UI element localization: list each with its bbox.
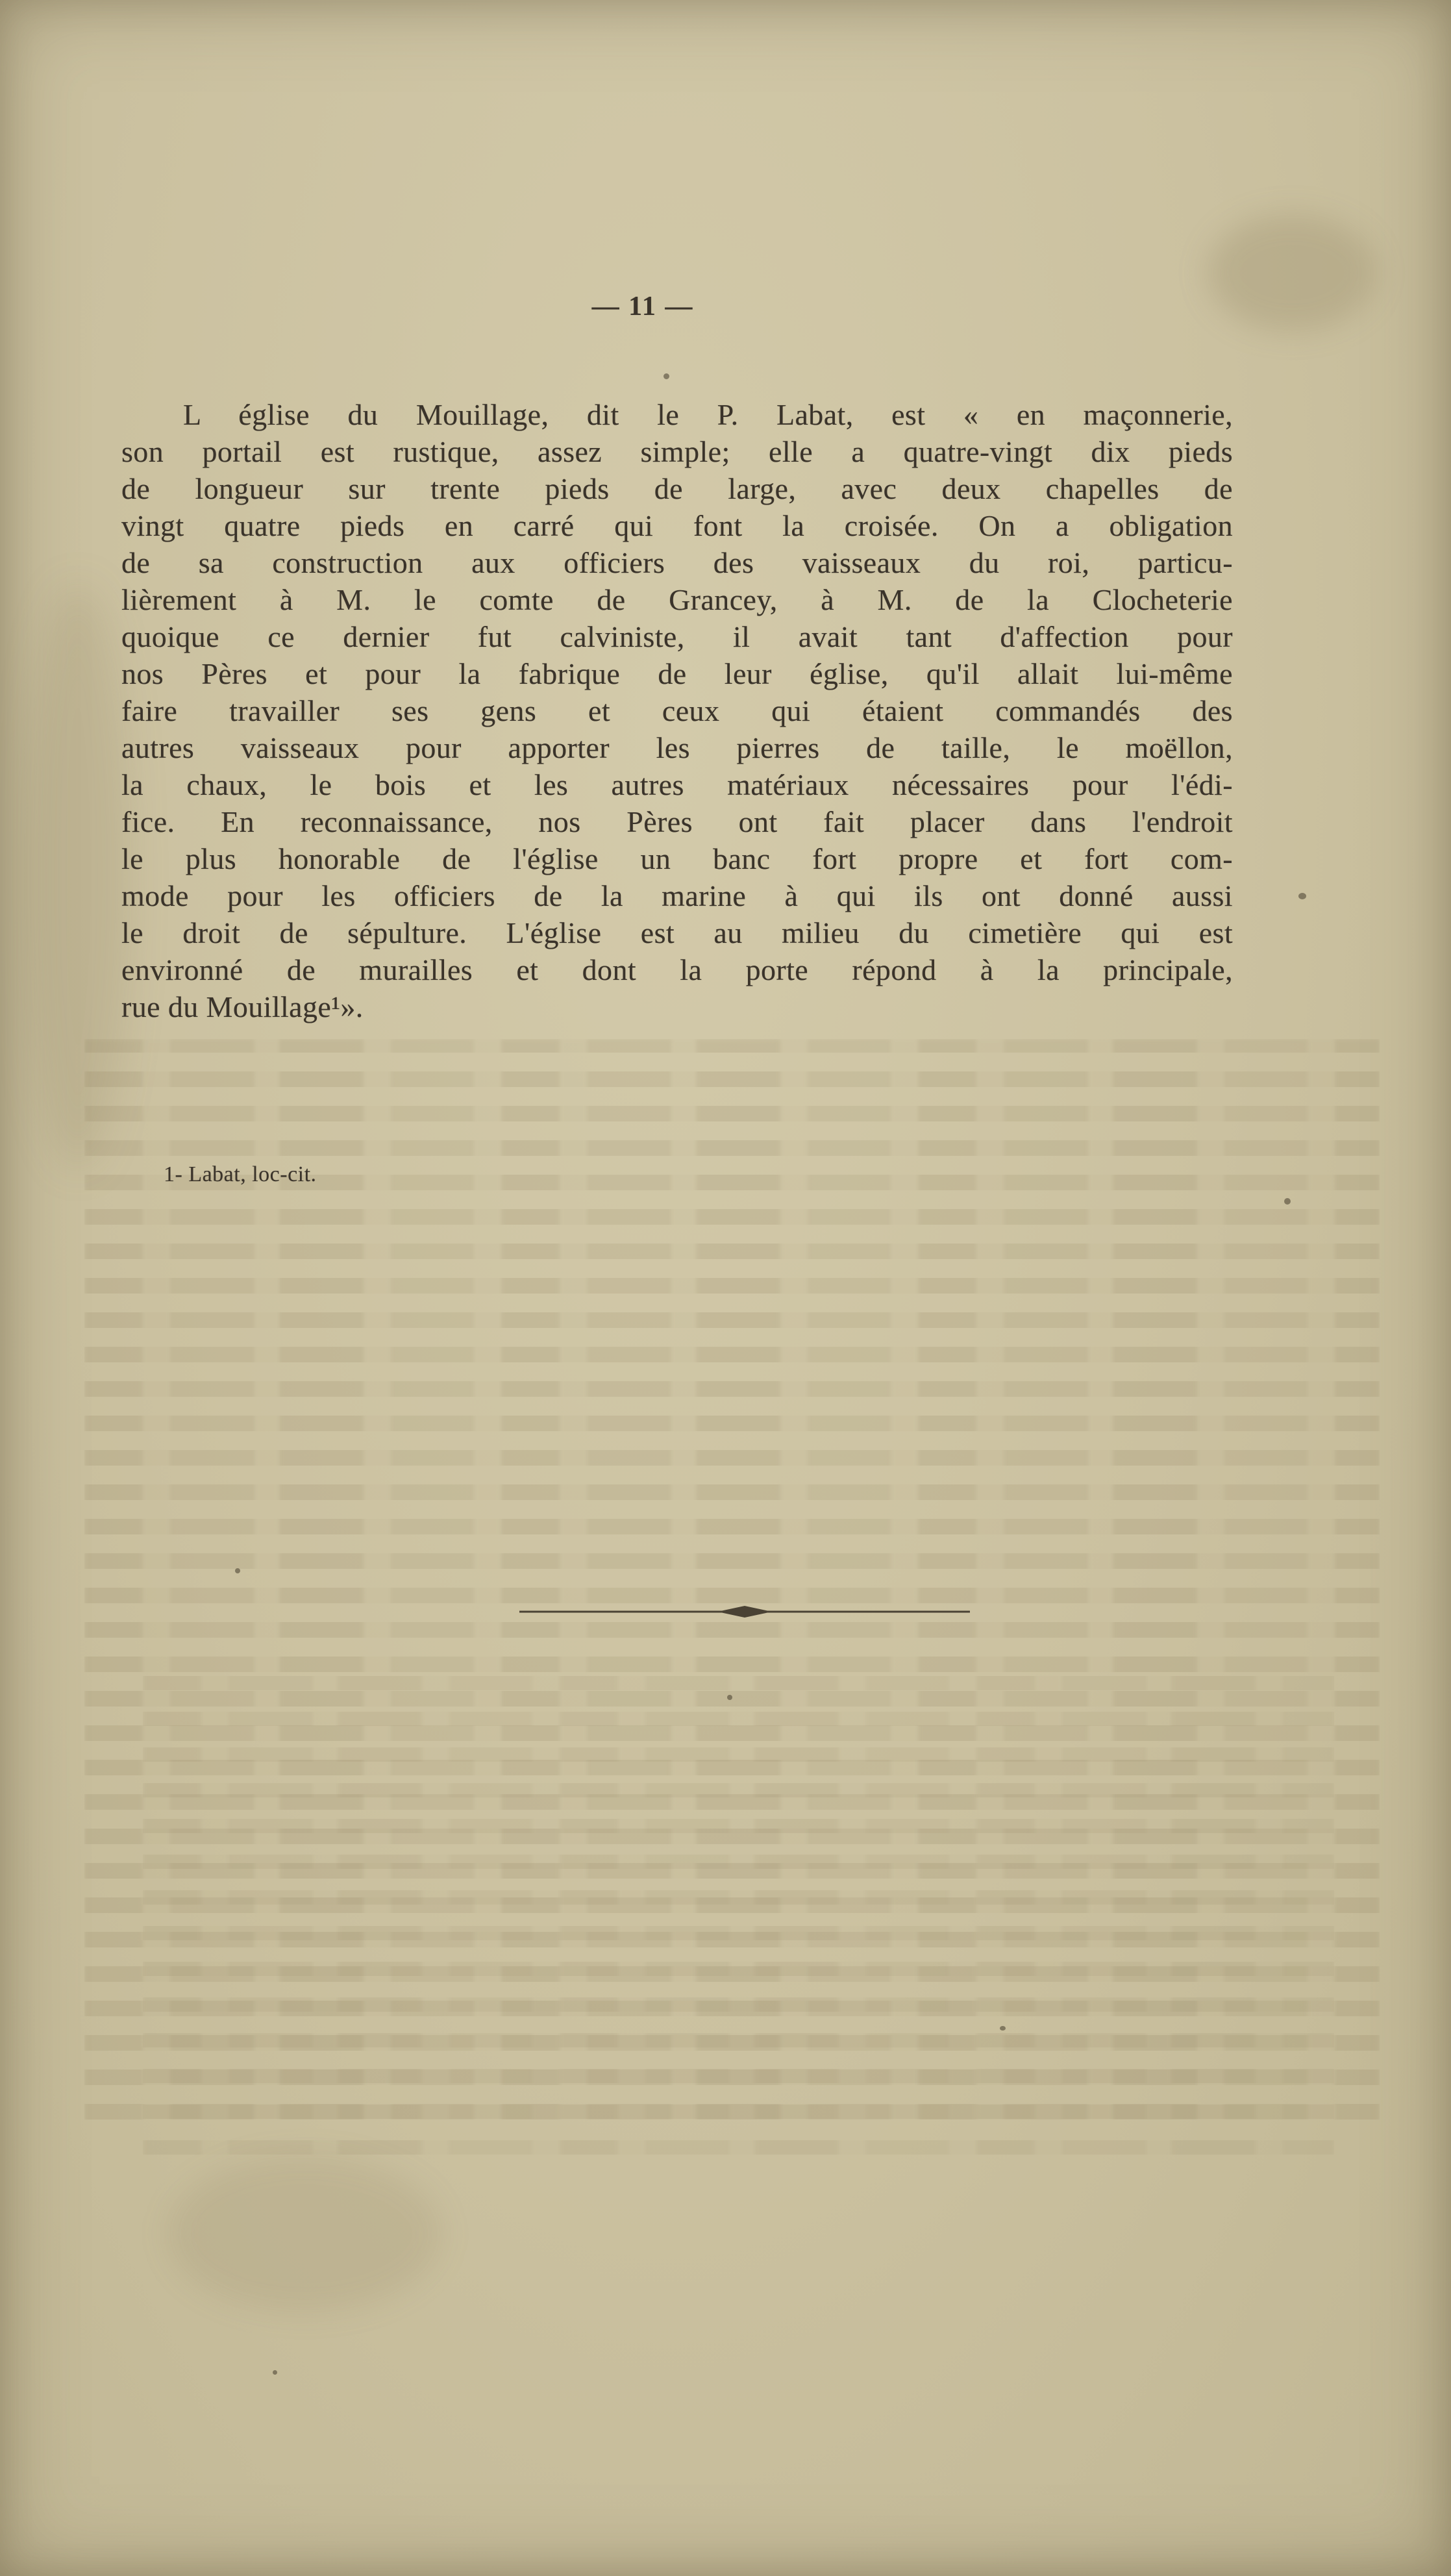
body-paragraph — [121, 396, 1233, 1025]
ink-speck — [663, 373, 669, 379]
page-number: — 11 — — [591, 292, 694, 321]
ink-speck — [1284, 1198, 1291, 1205]
paragraph-line: L église du Mouillage, dit le P. Labat, est « en maçonnerie, — [183, 398, 1233, 431]
ink-speck — [235, 1568, 240, 1573]
ink-speck — [1298, 893, 1306, 899]
paragraph-line: vingt quatre pieds en carré qui font la croisée. On a obligation — [121, 509, 1233, 542]
paragraph-line: autres vaisseaux pour apporter les pierres de taille, le moëllon, — [121, 731, 1233, 764]
ink-speck — [1000, 2026, 1006, 2031]
paragraph-line: quoique ce dernier fut calviniste, il avait tant d'affection pour — [121, 620, 1233, 653]
ink-speck — [727, 1695, 732, 1700]
section-divider-ornament — [519, 1603, 970, 1621]
paragraph-line: son portail est rustique, assez simple; elle a quatre-vingt dix pieds — [121, 435, 1233, 468]
paragraph-line: le droit de sépulture. L'église est au milieu du cimetière qui est — [121, 916, 1233, 949]
paragraph-line: de longueur sur trente pieds de large, avec deux chapelles de — [121, 472, 1233, 505]
bleed-through-texture-lower — [143, 1662, 1334, 2169]
paper-edge-shadow — [26, 584, 130, 1169]
paragraph-line: rue du Mouillage¹». — [121, 990, 364, 1023]
footnote: 1- Labat, loc-cit. — [164, 1162, 317, 1186]
diamond-rule-icon — [519, 1603, 970, 1621]
paper-stain — [1208, 214, 1376, 331]
paragraph-line: de sa construction aux officiers des vaisseaux du roi, particu- — [121, 546, 1233, 579]
paper-stain — [169, 2156, 441, 2312]
paragraph-line: faire travailler ses gens et ceux qui étaient commandés des — [121, 694, 1233, 727]
bleed-through-texture — [84, 1039, 1380, 2130]
paragraph-line: fice. En reconnaissance, nos Pères ont fait placer dans l'endroit — [121, 805, 1233, 838]
paragraph-line: lièrement à M. le comte de Grancey, à M. de la Clocheterie — [121, 583, 1233, 616]
ink-speck — [273, 2370, 277, 2375]
paragraph-line: environné de murailles et dont la porte répond à la principale, — [121, 953, 1233, 986]
paragraph-line: le plus honorable de l'église un banc fort propre et fort com- — [121, 842, 1233, 875]
paragraph-line: mode pour les officiers de la marine à qui ils ont donné aussi — [121, 879, 1233, 912]
paragraph-line: nos Pères et pour la fabrique de leur église, qu'il allait lui-même — [121, 657, 1233, 690]
paragraph-line: la chaux, le bois et les autres matériaux nécessaires pour l'édi- — [121, 768, 1233, 801]
